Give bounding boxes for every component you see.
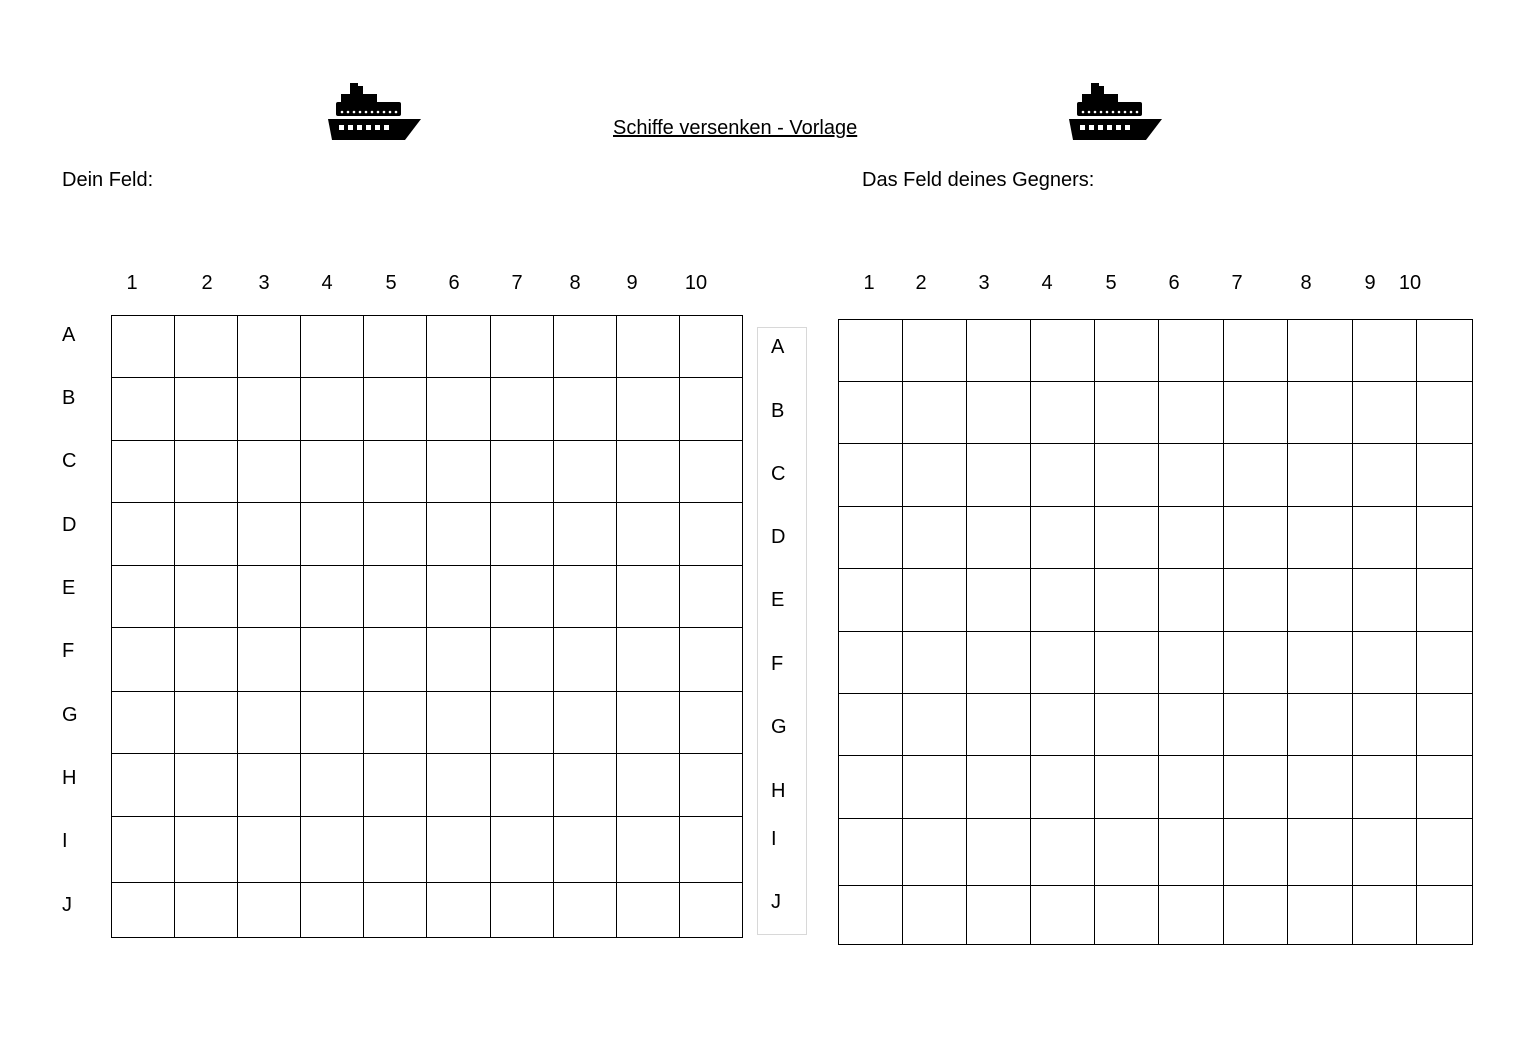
grid-cell[interactable] — [839, 569, 903, 632]
grid-cell[interactable] — [1352, 569, 1416, 632]
enemy-field-label: Das Feld deines Gegners: — [862, 169, 1095, 191]
grid-cell[interactable] — [1159, 819, 1223, 886]
grid-cell[interactable] — [616, 753, 679, 816]
grid-cell[interactable] — [679, 378, 742, 441]
grid-cell[interactable] — [616, 566, 679, 628]
grid-cell[interactable] — [1095, 694, 1159, 756]
own-col-label: 9 — [626, 272, 638, 294]
grid-cell[interactable] — [112, 816, 175, 882]
enemy-col-label: 9 — [1364, 272, 1376, 294]
grid-row — [112, 816, 743, 882]
enemy-col-label: 6 — [1168, 272, 1180, 294]
grid-cell[interactable] — [427, 691, 490, 753]
own-row-label: E — [62, 577, 76, 599]
grid-cell[interactable] — [1095, 819, 1159, 886]
grid-cell[interactable] — [1095, 756, 1159, 819]
grid-cell[interactable] — [1352, 382, 1416, 444]
enemy-row-label: G — [771, 716, 787, 738]
own-col-label: 8 — [569, 272, 581, 294]
grid-cell[interactable] — [301, 566, 364, 628]
grid-cell[interactable] — [967, 507, 1031, 569]
grid-cell[interactable] — [553, 378, 616, 441]
grid-cell[interactable] — [967, 382, 1031, 444]
grid-cell[interactable] — [175, 816, 238, 882]
grid-cell[interactable] — [112, 566, 175, 628]
grid-cell[interactable] — [175, 628, 238, 691]
grid-cell[interactable] — [679, 441, 742, 503]
grid-cell[interactable] — [490, 816, 553, 882]
enemy-col-label: 4 — [1041, 272, 1053, 294]
own-row-label: B — [62, 387, 76, 409]
grid-cell[interactable] — [616, 503, 679, 566]
grid-cell[interactable] — [553, 882, 616, 937]
grid-cell[interactable] — [1031, 756, 1095, 819]
grid-cell[interactable] — [1416, 819, 1472, 886]
grid-cell[interactable] — [238, 628, 301, 691]
grid-cell[interactable] — [112, 753, 175, 816]
grid-cell[interactable] — [1352, 444, 1416, 507]
grid-cell[interactable] — [427, 882, 490, 937]
page-title: Schiffe versenken - Vorlage — [613, 117, 858, 139]
grid-cell[interactable] — [839, 632, 903, 694]
grid-row — [112, 441, 743, 503]
grid-cell[interactable] — [301, 316, 364, 378]
grid-cell[interactable] — [427, 566, 490, 628]
grid-cell[interactable] — [1031, 444, 1095, 507]
grid-cell[interactable] — [112, 882, 175, 937]
enemy-grid — [838, 319, 1473, 945]
ship-icon-left — [328, 81, 422, 141]
grid-cell[interactable] — [175, 316, 238, 378]
grid-row — [839, 756, 1473, 819]
grid-row — [839, 320, 1473, 382]
grid-cell[interactable] — [1287, 569, 1352, 632]
grid-cell[interactable] — [903, 507, 967, 569]
grid-cell[interactable] — [175, 503, 238, 566]
grid-cell[interactable] — [616, 316, 679, 378]
grid-cell[interactable] — [903, 320, 967, 382]
grid-cell[interactable] — [175, 753, 238, 816]
grid-cell[interactable] — [967, 756, 1031, 819]
grid-cell[interactable] — [1159, 444, 1223, 507]
grid-cell[interactable] — [553, 316, 616, 378]
grid-cell[interactable] — [1159, 320, 1223, 382]
enemy-row-label: C — [771, 463, 786, 485]
own-row-label: C — [62, 450, 77, 472]
grid-cell[interactable] — [490, 753, 553, 816]
grid-cell[interactable] — [1095, 569, 1159, 632]
own-row-label: I — [62, 830, 68, 852]
grid-cell[interactable] — [301, 628, 364, 691]
own-col-label: 6 — [448, 272, 460, 294]
enemy-col-label: 7 — [1231, 272, 1243, 294]
grid-cell[interactable] — [175, 441, 238, 503]
grid-cell[interactable] — [238, 503, 301, 566]
grid-cell[interactable] — [1159, 569, 1223, 632]
grid-cell[interactable] — [490, 316, 553, 378]
grid-cell[interactable] — [967, 886, 1031, 945]
grid-row — [112, 753, 743, 816]
grid-cell[interactable] — [1416, 382, 1472, 444]
grid-cell[interactable] — [1287, 382, 1352, 444]
grid-cell[interactable] — [301, 691, 364, 753]
own-col-label: 2 — [201, 272, 213, 294]
grid-cell[interactable] — [1159, 886, 1223, 945]
grid-cell[interactable] — [112, 378, 175, 441]
own-col-label: 7 — [511, 272, 523, 294]
enemy-row-label: F — [771, 653, 784, 675]
grid-cell[interactable] — [616, 816, 679, 882]
grid-cell[interactable] — [1159, 632, 1223, 694]
grid-cell[interactable] — [112, 628, 175, 691]
own-field-label: Dein Feld: — [62, 169, 154, 191]
grid-cell[interactable] — [679, 566, 742, 628]
grid-cell[interactable] — [238, 816, 301, 882]
grid-cell[interactable] — [1223, 756, 1287, 819]
grid-cell[interactable] — [301, 753, 364, 816]
grid-cell[interactable] — [1352, 694, 1416, 756]
grid-cell[interactable] — [1416, 694, 1472, 756]
grid-cell[interactable] — [553, 816, 616, 882]
grid-cell[interactable] — [839, 444, 903, 507]
grid-cell[interactable] — [364, 753, 427, 816]
grid-cell[interactable] — [490, 566, 553, 628]
grid-row — [839, 886, 1473, 945]
grid-cell[interactable] — [903, 886, 967, 945]
grid-cell[interactable] — [1416, 507, 1472, 569]
grid-cell[interactable] — [553, 503, 616, 566]
grid-cell[interactable] — [1223, 632, 1287, 694]
grid-cell[interactable] — [1095, 507, 1159, 569]
grid-cell[interactable] — [903, 819, 967, 886]
grid-cell[interactable] — [1223, 886, 1287, 945]
own-row-label: H — [62, 767, 77, 789]
grid-row — [839, 632, 1473, 694]
grid-cell[interactable] — [839, 756, 903, 819]
grid-cell[interactable] — [490, 503, 553, 566]
grid-cell[interactable] — [490, 691, 553, 753]
grid-cell[interactable] — [1416, 632, 1472, 694]
grid-cell[interactable] — [1031, 819, 1095, 886]
grid-cell[interactable] — [1095, 320, 1159, 382]
grid-cell[interactable] — [967, 320, 1031, 382]
grid-cell[interactable] — [1031, 320, 1095, 382]
grid-cell[interactable] — [175, 566, 238, 628]
grid-cell[interactable] — [112, 691, 175, 753]
grid-cell[interactable] — [175, 882, 238, 937]
grid-cell[interactable] — [1159, 756, 1223, 819]
grid-row — [839, 507, 1473, 569]
grid-cell[interactable] — [1223, 569, 1287, 632]
grid-cell[interactable] — [427, 316, 490, 378]
cruise-ship-icon — [328, 81, 422, 141]
grid-cell[interactable] — [903, 444, 967, 507]
enemy-col-label: 5 — [1105, 272, 1117, 294]
grid-cell[interactable] — [679, 753, 742, 816]
grid-cell[interactable] — [175, 378, 238, 441]
own-col-label: 10 — [684, 272, 708, 294]
grid-cell[interactable] — [490, 882, 553, 937]
grid-cell[interactable] — [1287, 507, 1352, 569]
grid-cell[interactable] — [616, 378, 679, 441]
grid-cell[interactable] — [238, 753, 301, 816]
grid-cell[interactable] — [1223, 507, 1287, 569]
grid-cell[interactable] — [1287, 444, 1352, 507]
grid-cell[interactable] — [903, 382, 967, 444]
grid-cell[interactable] — [238, 566, 301, 628]
enemy-row-label: E — [771, 589, 785, 611]
grid-cell[interactable] — [967, 694, 1031, 756]
grid-cell[interactable] — [839, 819, 903, 886]
grid-cell[interactable] — [1095, 632, 1159, 694]
grid-cell[interactable] — [1416, 569, 1472, 632]
grid-cell[interactable] — [1287, 632, 1352, 694]
enemy-row-label: D — [771, 526, 786, 548]
grid-cell[interactable] — [1223, 694, 1287, 756]
grid-cell[interactable] — [238, 378, 301, 441]
grid-cell[interactable] — [1095, 886, 1159, 945]
own-row-label: J — [62, 894, 72, 916]
grid-cell[interactable] — [679, 503, 742, 566]
own-row-label: G — [62, 704, 78, 726]
grid-cell[interactable] — [1031, 694, 1095, 756]
grid-cell[interactable] — [364, 503, 427, 566]
grid-cell[interactable] — [301, 816, 364, 882]
grid-row — [112, 503, 743, 566]
grid-cell[interactable] — [553, 566, 616, 628]
grid-cell[interactable] — [967, 819, 1031, 886]
grid-cell[interactable] — [967, 632, 1031, 694]
grid-cell[interactable] — [839, 694, 903, 756]
grid-cell[interactable] — [364, 316, 427, 378]
grid-cell[interactable] — [112, 316, 175, 378]
grid-cell[interactable] — [1352, 819, 1416, 886]
enemy-row-label: I — [771, 828, 777, 850]
grid-cell[interactable] — [839, 382, 903, 444]
grid-cell[interactable] — [553, 628, 616, 691]
grid-cell[interactable] — [1352, 632, 1416, 694]
grid-cell[interactable] — [427, 628, 490, 691]
grid-cell[interactable] — [427, 441, 490, 503]
grid-cell[interactable] — [364, 628, 427, 691]
grid-cell[interactable] — [301, 441, 364, 503]
enemy-col-label: 10 — [1398, 272, 1422, 294]
enemy-col-label: 3 — [978, 272, 990, 294]
grid-cell[interactable] — [967, 444, 1031, 507]
grid-cell[interactable] — [903, 694, 967, 756]
grid-cell[interactable] — [427, 816, 490, 882]
grid-row — [112, 628, 743, 691]
grid-cell[interactable] — [679, 628, 742, 691]
grid-cell[interactable] — [1287, 320, 1352, 382]
grid-row — [112, 378, 743, 441]
grid-row — [839, 382, 1473, 444]
grid-cell[interactable] — [1352, 756, 1416, 819]
grid-cell[interactable] — [1223, 819, 1287, 886]
grid-cell[interactable] — [301, 378, 364, 441]
grid-row — [112, 882, 743, 937]
grid-row — [112, 566, 743, 628]
grid-cell[interactable] — [364, 882, 427, 937]
grid-cell[interactable] — [364, 691, 427, 753]
grid-cell[interactable] — [1095, 382, 1159, 444]
grid-cell[interactable] — [903, 756, 967, 819]
grid-cell[interactable] — [553, 441, 616, 503]
own-row-label: A — [62, 324, 76, 346]
enemy-col-label: 8 — [1300, 272, 1312, 294]
grid-cell[interactable] — [967, 569, 1031, 632]
own-row-label: D — [62, 514, 77, 536]
grid-cell[interactable] — [1352, 886, 1416, 945]
grid-cell[interactable] — [238, 441, 301, 503]
grid-cell[interactable] — [1159, 382, 1223, 444]
grid-cell[interactable] — [238, 691, 301, 753]
grid-cell[interactable] — [1352, 507, 1416, 569]
grid-cell[interactable] — [1223, 320, 1287, 382]
own-col-label: 5 — [385, 272, 397, 294]
grid-cell[interactable] — [1287, 886, 1352, 945]
grid-cell[interactable] — [364, 816, 427, 882]
grid-cell[interactable] — [1159, 694, 1223, 756]
grid-cell[interactable] — [175, 691, 238, 753]
grid-cell[interactable] — [301, 882, 364, 937]
grid-cell[interactable] — [364, 441, 427, 503]
own-col-label: 4 — [321, 272, 333, 294]
grid-cell[interactable] — [238, 316, 301, 378]
grid-cell[interactable] — [839, 320, 903, 382]
grid-cell[interactable] — [679, 316, 742, 378]
own-col-label: 3 — [258, 272, 270, 294]
grid-cell[interactable] — [1287, 756, 1352, 819]
grid-cell[interactable] — [1223, 382, 1287, 444]
grid-cell[interactable] — [1031, 507, 1095, 569]
grid-cell[interactable] — [364, 566, 427, 628]
cruise-ship-icon — [1069, 81, 1163, 141]
grid-cell[interactable] — [616, 691, 679, 753]
grid-cell[interactable] — [553, 691, 616, 753]
grid-row — [839, 694, 1473, 756]
enemy-row-label: J — [771, 891, 781, 913]
grid-cell[interactable] — [1416, 444, 1472, 507]
grid-cell[interactable] — [490, 628, 553, 691]
grid-cell[interactable] — [903, 632, 967, 694]
grid-row — [112, 691, 743, 753]
grid-cell[interactable] — [616, 628, 679, 691]
grid-row — [112, 316, 743, 378]
grid-cell[interactable] — [553, 753, 616, 816]
grid-cell[interactable] — [679, 816, 742, 882]
grid-cell[interactable] — [1352, 320, 1416, 382]
grid-cell[interactable] — [1416, 320, 1472, 382]
grid-cell[interactable] — [839, 507, 903, 569]
enemy-col-label: 2 — [915, 272, 927, 294]
grid-cell[interactable] — [1031, 632, 1095, 694]
grid-cell[interactable] — [616, 882, 679, 937]
grid-cell[interactable] — [490, 378, 553, 441]
grid-cell[interactable] — [427, 753, 490, 816]
grid-cell[interactable] — [1159, 507, 1223, 569]
enemy-col-label: 1 — [863, 272, 875, 294]
grid-cell[interactable] — [112, 441, 175, 503]
grid-cell[interactable] — [839, 886, 903, 945]
grid-cell[interactable] — [490, 441, 553, 503]
own-grid — [111, 315, 743, 938]
grid-cell[interactable] — [679, 882, 742, 937]
grid-row — [839, 444, 1473, 507]
ship-icon-right — [1069, 81, 1163, 141]
grid-cell[interactable] — [427, 378, 490, 441]
own-col-label: 1 — [126, 272, 138, 294]
grid-cell[interactable] — [1223, 444, 1287, 507]
grid-cell[interactable] — [616, 441, 679, 503]
grid-cell[interactable] — [1416, 886, 1472, 945]
grid-cell[interactable] — [1031, 382, 1095, 444]
grid-cell[interactable] — [364, 378, 427, 441]
grid-cell[interactable] — [427, 503, 490, 566]
grid-cell[interactable] — [1287, 694, 1352, 756]
grid-cell[interactable] — [1031, 886, 1095, 945]
grid-cell[interactable] — [1095, 444, 1159, 507]
enemy-row-label: A — [771, 336, 785, 358]
own-row-label: F — [62, 640, 75, 662]
grid-cell[interactable] — [112, 503, 175, 566]
grid-cell[interactable] — [679, 691, 742, 753]
grid-row — [839, 819, 1473, 886]
grid-cell[interactable] — [1287, 819, 1352, 886]
grid-cell[interactable] — [238, 882, 301, 937]
grid-row — [839, 569, 1473, 632]
grid-cell[interactable] — [1031, 569, 1095, 632]
enemy-row-label: B — [771, 400, 785, 422]
enemy-row-label: H — [771, 780, 786, 802]
grid-cell[interactable] — [903, 569, 967, 632]
grid-cell[interactable] — [1416, 756, 1472, 819]
grid-cell[interactable] — [301, 503, 364, 566]
